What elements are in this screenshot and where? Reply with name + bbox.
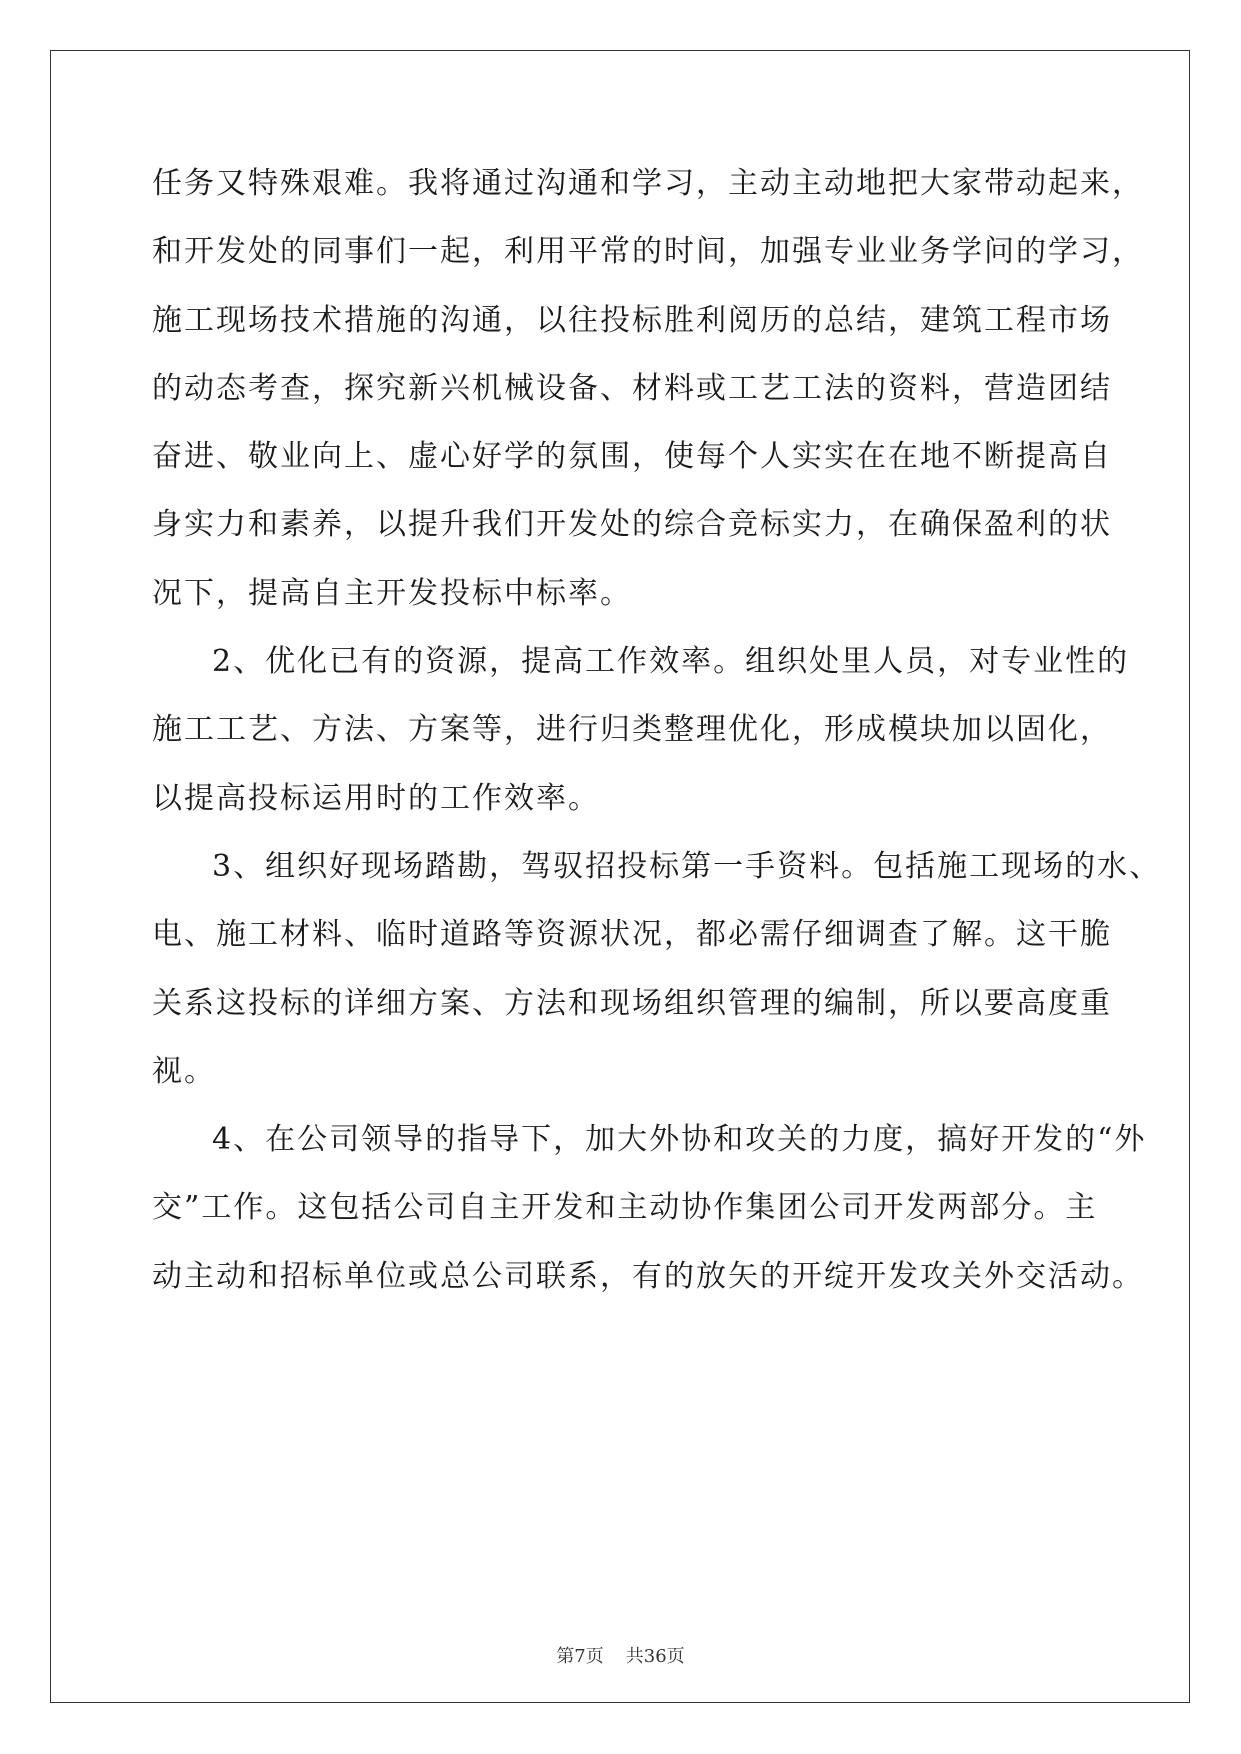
body-line: 奋进、敬业向上、虚心好学的氛围，使每个人实实在在地不断提高自 (152, 439, 1112, 475)
body-line: 视。 (152, 1053, 216, 1089)
body-line: 施工现场技术措施的沟通，以往投标胜利阅历的总结，建筑工程市场 (152, 302, 1112, 338)
body-line: 交”工作。这包括公司自主开发和主动协作集团公司开发两部分。主 (152, 1190, 1098, 1226)
page-number-total: 共36页 (625, 1646, 685, 1667)
body-line: 和开发处的同事们一起，利用平常的时间，加强专业业务学问的学习， (152, 234, 1144, 270)
document-body (152, 150, 1162, 1311)
page-number-current: 第7页 (556, 1646, 604, 1667)
body-line: 况下，提高自主开发投标中标率。 (152, 575, 632, 611)
body-line: 任务又特殊艰难。我将通过沟通和学习，主动主动地把大家带动起来， (152, 166, 1144, 201)
body-line: 关系这投标的详细方案、方法和现场组织管理的编制，所以要高度重 (152, 985, 1112, 1021)
body-line: 以提高投标运用时的工作效率。 (152, 780, 600, 816)
body-line: 4、在公司领导的指导下，加大外协和攻关的力度，搞好开发的“外 (212, 1122, 1147, 1158)
body-line: 电、施工材料、临时道路等资源状况，都必需仔细调查了解。这干脆 (152, 917, 1112, 953)
body-line: 动主动和招标单位或总公司联系，有的放矢的开绽开发攻关外交活动。 (152, 1258, 1144, 1294)
page-footer (0, 1642, 1241, 1668)
body-line: 3、组织好现场踏勘，驾驭招投标第一手资料。包括施工现场的水、 (212, 848, 1162, 884)
body-line: 的动态考查，探究新兴机械设备、材料或工艺工法的资料，营造团结 (152, 370, 1112, 406)
body-line: 施工工艺、方法、方案等，进行归类整理优化，形成模块加以固化， (152, 712, 1112, 748)
body-line: 2、优化已有的资源，提高工作效率。组织处里人员，对专业性的 (212, 644, 1130, 680)
body-line: 身实力和素养，以提升我们开发处的综合竞标实力，在确保盈利的状 (152, 507, 1112, 543)
